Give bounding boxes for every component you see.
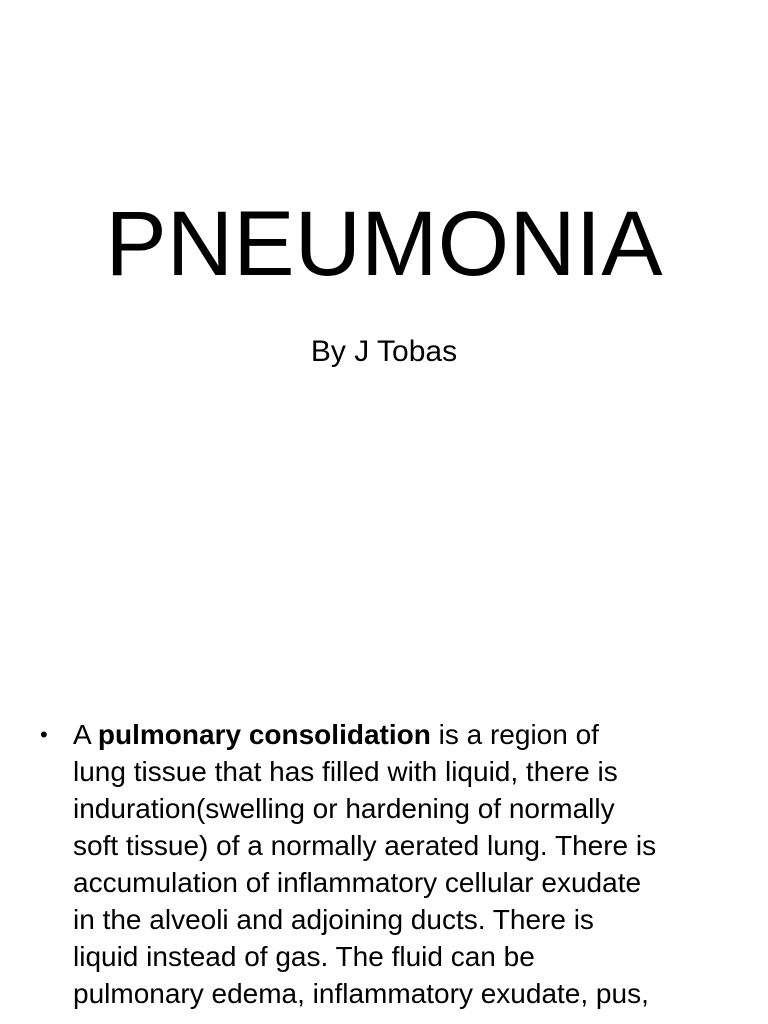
bullet-bold-term: pulmonary consolidation xyxy=(97,719,431,750)
bullet-body: is a region of lung tissue that has filled with liquid, there is induration(swelling or hardening of normally soft tissue) of a normally aerated lung. There is accumulation of inflammatory cellular exudate in the alveoli and adjoining ducts. There is liquid instead of gas. The fluid can be pulmonary edema, inflammatory exudate, pus, xyxy=(73,719,657,1009)
slide-title: PNEUMONIA xyxy=(105,193,663,295)
bullet-marker: • xyxy=(40,722,48,747)
bullet-lead: A xyxy=(73,719,98,750)
bullet-paragraph xyxy=(40,716,740,1012)
slide-subtitle: By J Tobas xyxy=(310,335,458,368)
bullet-text xyxy=(73,716,740,1012)
